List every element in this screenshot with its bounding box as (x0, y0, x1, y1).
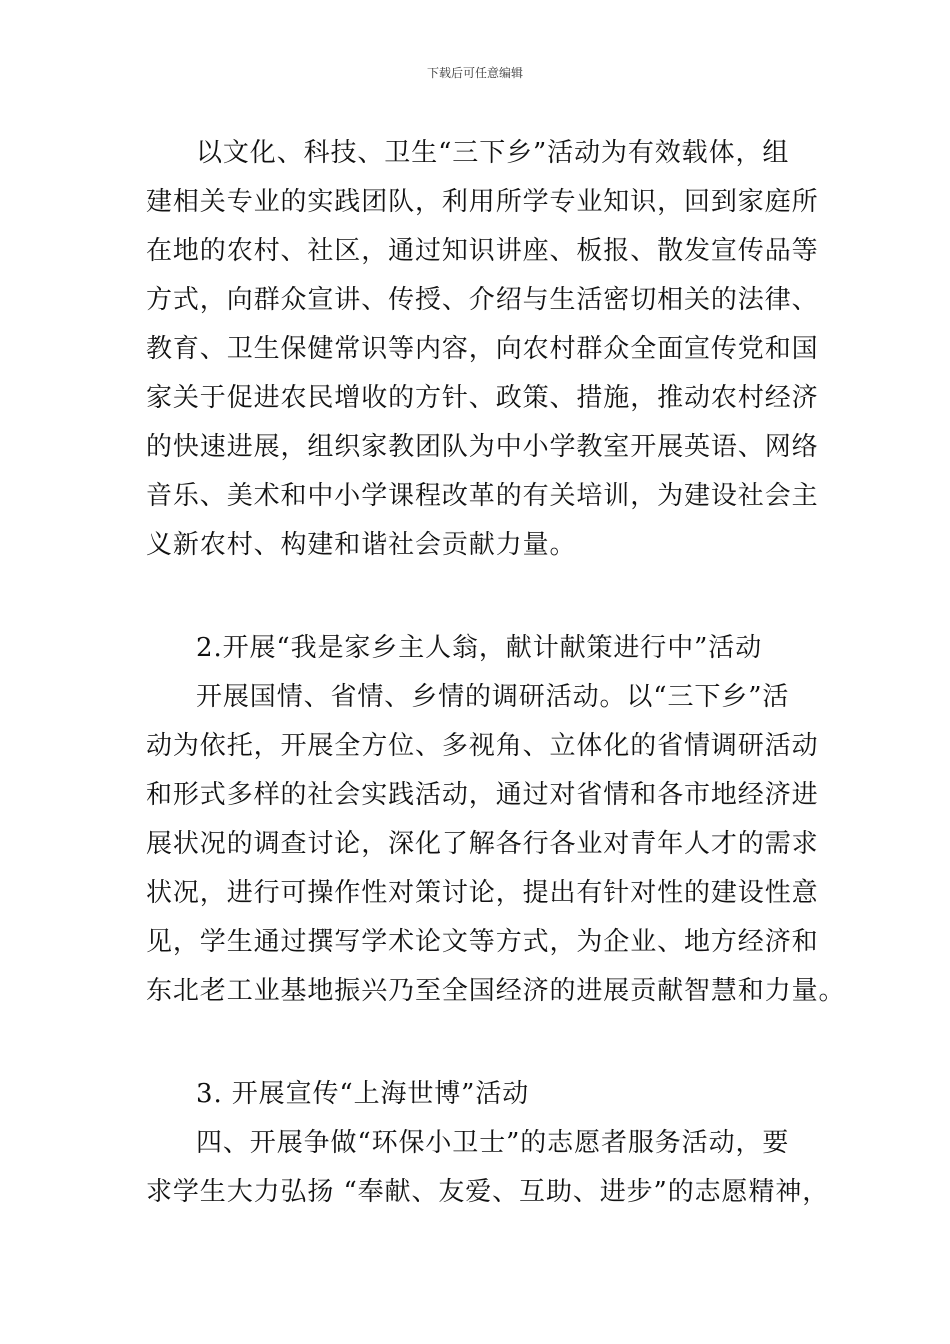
paragraph-line: 动为依托，开展全方位、多视角、立体化的省情调研活动 (146, 731, 819, 761)
paragraph-line: 求学生大力弘扬 “奉献、友爱、互助、进步”的志愿精神， (146, 1177, 830, 1207)
paragraph-line: 东北老工业基地振兴乃至全国经济的进展贡献智慧和力量。 (146, 976, 846, 1006)
section-heading-2: 2.开展“我是家乡主人翁，献计献策进行中”活动 (196, 633, 763, 663)
paragraph-line: 以文化、科技、卫生“三下乡”活动为有效载体，组 (196, 138, 790, 168)
paragraph-line: 开展国情、省情、乡情的调研活动。以“三下乡”活 (196, 682, 790, 712)
paragraph-line: 状况，进行可操作性对策讨论，提出有针对性的建设性意 (146, 878, 819, 908)
page-header: 下载后可任意编辑 (426, 66, 523, 80)
paragraph-line: 义新农村、构建和谐社会贡献力量。 (146, 530, 577, 560)
paragraph-line: 展状况的调查讨论，深化了解各行各业对青年人才的需求 (146, 829, 819, 859)
paragraph-line: 见，学生通过撰写学术论文等方式，为企业、地方经济和 (146, 927, 819, 957)
paragraph-line: 家关于促进农民增收的方针、政策、措施，推动农村经济 (146, 383, 819, 413)
paragraph-line: 和形式多样的社会实践活动，通过对省情和各市地经济进 (146, 780, 819, 810)
paragraph-line: 四、开展争做“环保小卫士”的志愿者服务活动，要 (196, 1128, 790, 1158)
paragraph-line: 方式，向群众宣讲、传授、介绍与生活密切相关的法律、 (146, 285, 819, 315)
paragraph-line: 音乐、美术和中小学课程改革的有关培训，为建设社会主 (146, 481, 819, 511)
paragraph-line: 建相关专业的实践团队，利用所学专业知识，回到家庭所 (146, 187, 819, 217)
paragraph-line: 在地的农村、社区，通过知识讲座、板报、散发宣传品等 (146, 236, 819, 266)
section-heading-3: 3. 开展宣传“上海世博”活动 (196, 1079, 530, 1109)
paragraph-line: 的快速进展，组织家教团队为中小学教室开展英语、网络 (146, 432, 819, 462)
paragraph-line: 教育、卫生保健常识等内容，向农村群众全面宣传党和国 (146, 334, 819, 364)
